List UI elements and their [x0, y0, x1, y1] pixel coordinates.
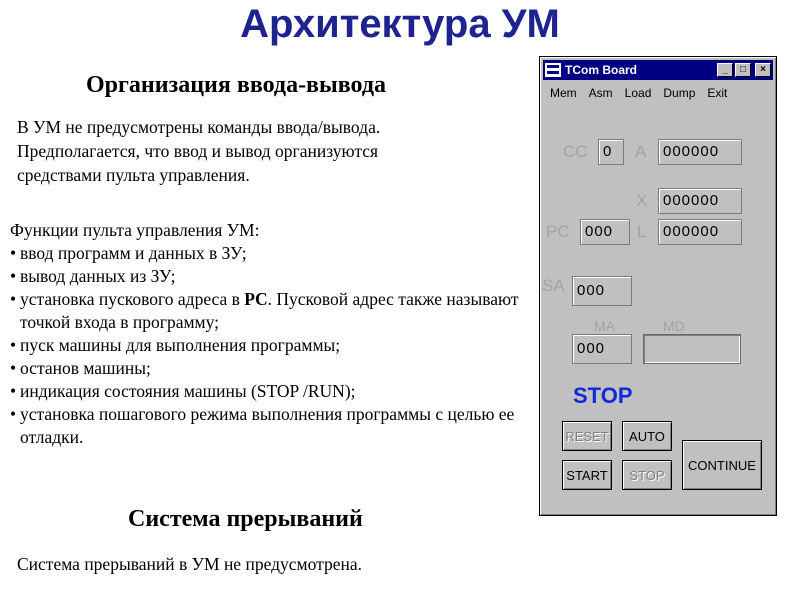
close-icon[interactable]: ×	[755, 63, 771, 77]
sa-label: SA	[542, 276, 565, 295]
app-icon[interactable]	[545, 63, 561, 77]
menu-asm[interactable]: Asm	[588, 86, 613, 100]
cc-label: CC	[563, 142, 588, 161]
io-paragraph: В УМ не предусмотрены команды ввода/вывода. Предполагается, что ввод и вывод организуются средствами пульта управления.	[17, 117, 381, 185]
start-button[interactable]: START	[562, 460, 612, 490]
l-label: L	[637, 222, 647, 241]
function-item: • вывод данных из ЗУ;	[10, 265, 520, 288]
tcom-board-window	[539, 56, 777, 516]
interrupt-heading: Система прерываний	[128, 506, 363, 532]
reset-button[interactable]: RESET	[562, 421, 612, 451]
functions-intro: Функции пульта управления УМ:	[10, 220, 260, 240]
status-indicator: STOP	[573, 383, 633, 408]
ma-label: MA	[594, 318, 615, 334]
pc-field[interactable]: 000	[580, 219, 630, 245]
x-field[interactable]: 000000	[658, 188, 742, 214]
window-title: TCom Board	[565, 63, 637, 77]
function-item: • пуск машины для выполнения программы;	[10, 334, 520, 357]
a-field[interactable]: 000000	[658, 139, 742, 165]
md-label: MD	[663, 318, 685, 334]
pc-label: PC	[546, 222, 570, 241]
ma-field[interactable]: 000	[572, 334, 632, 364]
minimize-icon[interactable]: _	[717, 63, 733, 77]
interrupt-paragraph: Система прерываний в УМ не предусмотрена.	[17, 554, 363, 574]
function-item: • ввод программ и данных в ЗУ;	[10, 242, 520, 265]
function-item	[10, 288, 520, 334]
stop-button[interactable]: STOP	[622, 460, 672, 490]
sa-field[interactable]: 000	[572, 276, 632, 306]
maximize-icon[interactable]: □	[735, 63, 751, 77]
md-field[interactable]	[643, 334, 741, 364]
menu-mem[interactable]: Mem	[550, 86, 577, 100]
x-label: X	[636, 191, 648, 210]
function-item: • индикация состояния машины (STOP /RUN);	[10, 380, 520, 403]
auto-button[interactable]: AUTO	[622, 421, 672, 451]
io-heading: Организация ввода-вывода	[86, 72, 386, 98]
function-item-text: установка пускового адреса в	[20, 289, 245, 309]
functions-list	[10, 219, 520, 449]
window-titlebar[interactable]	[543, 60, 773, 80]
function-item: • установка пошагового режима выполнения программы с целью ее отладки.	[10, 403, 520, 449]
l-field[interactable]: 000000	[658, 219, 742, 245]
function-pc-bold: PC	[244, 289, 268, 309]
menu-bar	[546, 85, 735, 105]
menu-load[interactable]: Load	[624, 86, 652, 100]
a-label: A	[635, 142, 647, 161]
cc-field[interactable]: 0	[598, 139, 624, 165]
function-item: • останов машины;	[10, 357, 520, 380]
menu-exit[interactable]: Exit	[707, 86, 728, 100]
menu-dump[interactable]: Dump	[663, 86, 696, 100]
function-pc-tail: . Пусковой адрес также называют точкой входа в программу;	[20, 289, 519, 332]
slide-title: Архитектура УМ	[240, 2, 560, 46]
continue-button[interactable]: CONTINUE	[682, 440, 762, 490]
